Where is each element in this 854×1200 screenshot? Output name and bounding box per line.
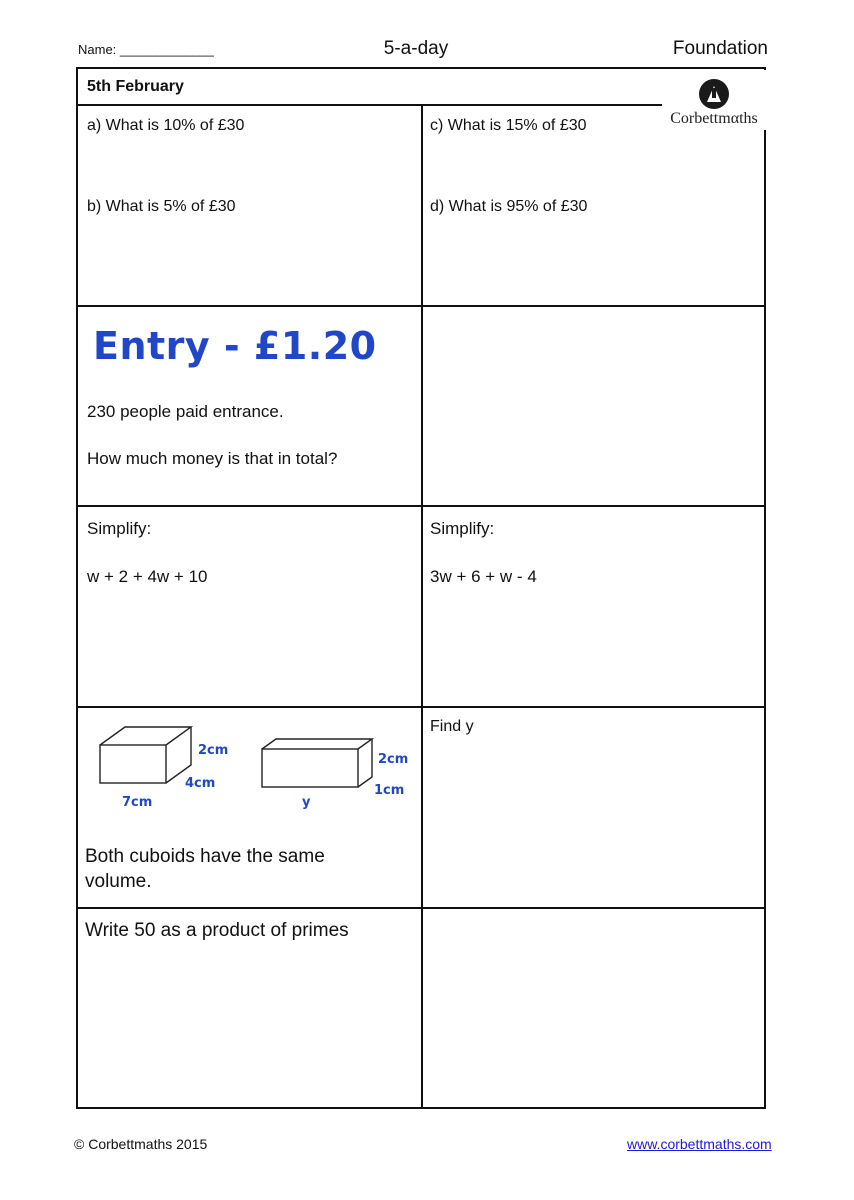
question-2-line1: 230 people paid entrance. bbox=[87, 402, 284, 421]
question-4-statement-line2: volume. bbox=[85, 871, 152, 892]
tier-label: Foundation bbox=[672, 38, 768, 59]
website-link[interactable]: www.corbettmaths.com bbox=[627, 1136, 772, 1152]
question-4-prompt: Find y bbox=[430, 718, 474, 735]
question-1b: b) What is 5% of £30 bbox=[87, 198, 236, 215]
row-divider bbox=[78, 907, 764, 909]
worksheet-title: 5-a-day bbox=[383, 38, 449, 59]
cuboid-2-depth-label: 1cm bbox=[374, 783, 405, 798]
entry-price-sign: Entry - £1.20 bbox=[93, 324, 377, 368]
cuboid-1-height-label: 2cm bbox=[198, 743, 229, 758]
cuboid-diagram bbox=[92, 719, 422, 819]
question-1a: a) What is 10% of £30 bbox=[87, 117, 245, 134]
question-2-line2: How much money is that in total? bbox=[87, 449, 338, 468]
corbettmaths-logo-icon bbox=[698, 78, 730, 110]
copyright-text: © Corbettmaths 2015 bbox=[74, 1136, 208, 1152]
question-1d: d) What is 95% of £30 bbox=[430, 198, 588, 215]
question-3-left-heading: Simplify: bbox=[87, 519, 152, 538]
cuboid-1-length-label: 7cm bbox=[122, 795, 153, 810]
question-3-right-heading: Simplify: bbox=[430, 519, 495, 538]
name-field-label: Name: _____________ bbox=[78, 42, 214, 57]
row-divider bbox=[78, 706, 764, 708]
cuboid-2-height-label: 2cm bbox=[378, 752, 409, 767]
cuboid-2 bbox=[262, 739, 372, 787]
question-grid bbox=[76, 67, 766, 1109]
question-1c: c) What is 15% of £30 bbox=[430, 117, 587, 134]
question-5-text: Write 50 as a product of primes bbox=[85, 920, 349, 941]
logo-wordmark: Corbettmαths bbox=[670, 110, 758, 127]
date-label: 5th February bbox=[87, 78, 184, 95]
row-divider bbox=[78, 305, 764, 307]
question-4-statement-line1: Both cuboids have the same bbox=[85, 846, 325, 867]
question-3-right-expression: 3w + 6 + w - 4 bbox=[430, 567, 537, 586]
cuboid-1 bbox=[100, 727, 191, 783]
cuboid-1-depth-label: 4cm bbox=[185, 776, 216, 791]
cuboid-2-length-label: y bbox=[302, 795, 311, 810]
row-divider bbox=[78, 505, 764, 507]
question-3-left-expression: w + 2 + 4w + 10 bbox=[87, 567, 208, 586]
corbettmaths-logo bbox=[662, 70, 766, 130]
column-divider bbox=[421, 104, 423, 1109]
